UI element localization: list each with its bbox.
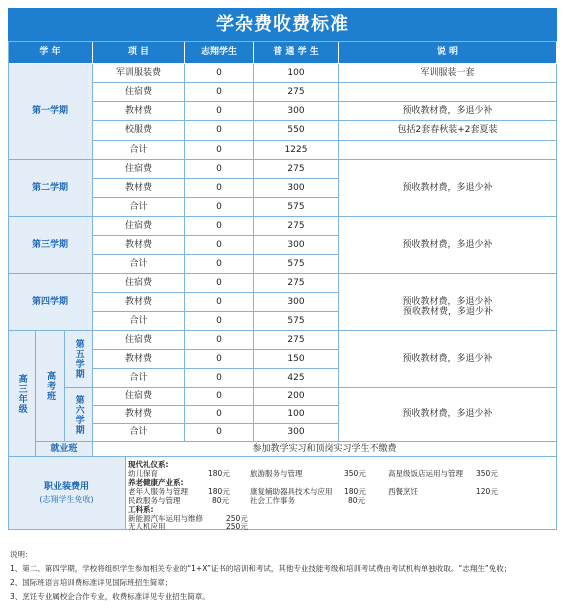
- semester-6-label: 第六学期: [65, 388, 93, 442]
- major-fee: 80元: [212, 496, 230, 505]
- table-cell: 预收教材费，多退少补: [339, 102, 557, 121]
- table-cell: 教材费: [93, 406, 185, 424]
- major-name: 康复辅助器具技术与应用: [250, 487, 333, 496]
- table-cell: 校服费: [93, 121, 185, 141]
- semester-2-label: 第二学期: [8, 160, 93, 217]
- major-fee: 350元: [476, 469, 498, 478]
- major-name: 高星级饭店运用与管理: [388, 469, 463, 478]
- major-fee: 250元: [226, 522, 248, 531]
- table-cell: 100: [254, 64, 339, 83]
- major-fee: 350元: [344, 469, 366, 478]
- table-cell: 军训服装一套: [339, 64, 557, 83]
- note-3: 3、烹饪专业属校企合作专业，收费标准详见专业招生简章。: [10, 592, 210, 601]
- table-cell: 575: [254, 255, 339, 274]
- table-cell: 预收教材费，多退少补: [339, 217, 557, 274]
- table-cell: 预收教材费，多退少补: [339, 331, 557, 388]
- semester-1-label: 第一学期: [8, 64, 93, 160]
- employment-class-label: 就业班: [36, 442, 93, 457]
- table-cell: 教材费: [93, 179, 185, 198]
- table-cell: 合计: [93, 198, 185, 217]
- dept-title: 工科系:: [128, 505, 154, 514]
- header-regular: 普 通 学 生: [254, 41, 339, 64]
- table-cell: 0: [185, 406, 254, 424]
- header-volunteer: 志翔学生: [185, 41, 254, 64]
- table-cell: [339, 83, 557, 102]
- header-item: 项 目: [93, 41, 185, 64]
- table-cell: 550: [254, 121, 339, 141]
- table-cell: 275: [254, 160, 339, 179]
- table-cell: 0: [185, 121, 254, 141]
- employment-note: 参加教学实习和顶岗实习学生不缴费: [93, 442, 557, 457]
- table-cell: 住宿费: [93, 83, 185, 102]
- table-cell: 100: [254, 406, 339, 424]
- major-name: 新能源汽车运用与维修: [128, 514, 203, 523]
- table-cell: 0: [185, 179, 254, 198]
- table-cell: [339, 141, 557, 160]
- vocational-uniform-sub: (志翔学生免收): [39, 495, 94, 505]
- table-cell: 合计: [93, 255, 185, 274]
- table-cell: 合计: [93, 424, 185, 442]
- table-cell: 预收教材费，多退少补: [339, 160, 557, 217]
- table-cell: 教材费: [93, 293, 185, 312]
- table-cell: 0: [185, 236, 254, 255]
- table-cell: 0: [185, 141, 254, 160]
- table-cell: 住宿费: [93, 331, 185, 350]
- major-fee: 120元: [476, 487, 498, 496]
- major-fee: 180元: [208, 487, 230, 496]
- table-cell: 预收教材费，多退少补: [339, 274, 557, 331]
- table-cell: 0: [185, 255, 254, 274]
- table-cell: 0: [185, 102, 254, 121]
- major-name: 民政服务与管理: [128, 496, 181, 505]
- notes: [10, 548, 558, 604]
- major-fee: 80元: [348, 496, 366, 505]
- table-cell: 住宿费: [93, 388, 185, 406]
- table-cell: 300: [254, 179, 339, 198]
- major-fee: 180元: [344, 487, 366, 496]
- table-cell: 0: [185, 424, 254, 442]
- table-cell: 0: [185, 198, 254, 217]
- major-fee: 250元: [226, 514, 248, 523]
- table-cell: 合计: [93, 369, 185, 388]
- table-cell: 575: [254, 312, 339, 331]
- table-cell: 0: [185, 369, 254, 388]
- semester-4-label: 第四学期: [8, 274, 93, 331]
- major-name: 社会工作事务: [250, 496, 295, 505]
- major-name: 西餐烹饪: [388, 487, 418, 496]
- table-cell: 575: [254, 198, 339, 217]
- table-cell: 住宿费: [93, 160, 185, 179]
- semester-3-label: 第三学期: [8, 217, 93, 274]
- note-1: 1、第二、第四学期，学校将组织学生参加相关专业的“1+X”证书的培训和考试，其他专业技能考级和培训考试费由考试机构单独收取。“志翔生”免收；: [10, 564, 512, 573]
- table-cell: 300: [254, 236, 339, 255]
- notes-title: 说明：: [10, 550, 33, 559]
- table-cell: 包括2套春秋装+2套夏装: [339, 121, 557, 141]
- table-cell: 275: [254, 83, 339, 102]
- table-cell: 150: [254, 350, 339, 369]
- major-name: 老年人服务与管理: [128, 487, 188, 496]
- table-cell: 300: [254, 424, 339, 442]
- table-cell: 0: [185, 293, 254, 312]
- table-cell: 0: [185, 331, 254, 350]
- table-cell: 住宿费: [93, 274, 185, 293]
- table-cell: 200: [254, 388, 339, 406]
- table-cell: 教材费: [93, 236, 185, 255]
- header-note: 说 明: [339, 41, 557, 64]
- header-year: 学 年: [8, 41, 93, 64]
- table-cell: 教材费: [93, 350, 185, 369]
- table-cell: 0: [185, 64, 254, 83]
- table-cell: 275: [254, 217, 339, 236]
- table-cell: 0: [185, 83, 254, 102]
- table-cell: 425: [254, 369, 339, 388]
- table-cell: 预收教材费，多退少补: [339, 388, 557, 442]
- major-name: 旅游服务与管理: [250, 469, 303, 478]
- major-name: 幼儿保育: [128, 469, 158, 478]
- table-cell: 0: [185, 350, 254, 369]
- table-cell: 0: [185, 274, 254, 293]
- table-cell: 住宿费: [93, 217, 185, 236]
- major-name: 无人机应用: [128, 522, 166, 531]
- note-2: 2、国际班语言培训费标准详见国际班招生简章；: [10, 578, 173, 587]
- page-title: 学杂费收费标准: [8, 8, 557, 41]
- dept-title: 现代礼仪系:: [128, 460, 169, 469]
- table-cell: 合计: [93, 141, 185, 160]
- table-cell: 0: [185, 217, 254, 236]
- table-cell: 合计: [93, 312, 185, 331]
- vocational-uniform-label: [8, 457, 126, 530]
- table-cell: 教材费: [93, 102, 185, 121]
- semester-5-label: 第五学期: [65, 331, 93, 388]
- major-fee: 180元: [208, 469, 230, 478]
- table-cell: 275: [254, 274, 339, 293]
- table-cell: 1225: [254, 141, 339, 160]
- table-cell: 0: [185, 388, 254, 406]
- table-cell: 军训服装费: [93, 64, 185, 83]
- table-cell: 300: [254, 293, 339, 312]
- table-cell: 275: [254, 331, 339, 350]
- dept-title: 养老健康产业系:: [128, 478, 184, 487]
- table-cell: 0: [185, 160, 254, 179]
- vocational-uniform-title: 职业装费用: [43, 481, 89, 492]
- table-cell: 300: [254, 102, 339, 121]
- gaokao-class-label: 高考班: [36, 331, 65, 442]
- grade3-label: 高三年级: [8, 331, 36, 457]
- vocational-majors: [126, 457, 557, 530]
- table-cell: 0: [185, 312, 254, 331]
